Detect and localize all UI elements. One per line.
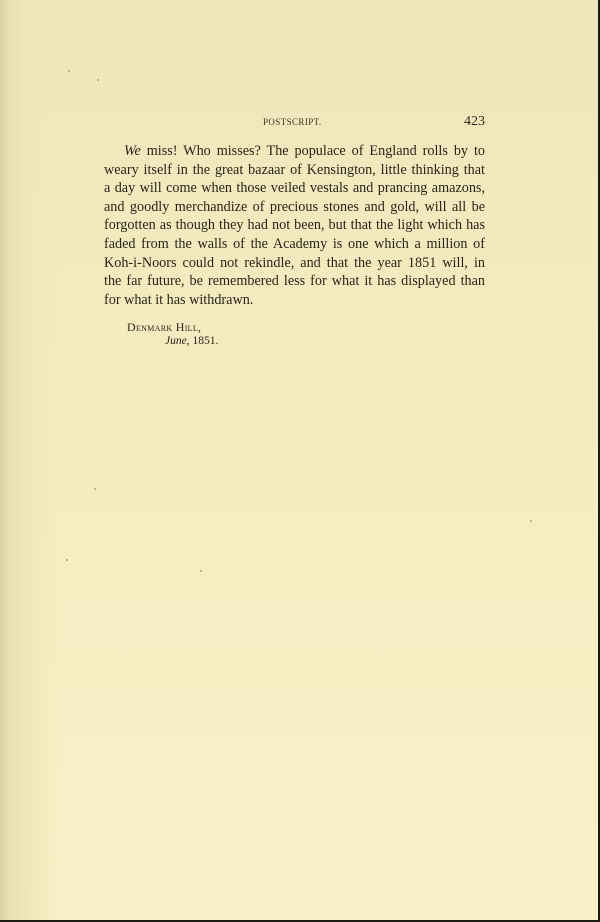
running-head: [101, 116, 485, 132]
signoff-place: Denmark Hill,: [127, 320, 202, 334]
paper-speck: [97, 79, 99, 81]
paper-speck: [200, 570, 202, 572]
text-line: Koh-i-Noors could not rekindle, and that the year 1851 will, in: [104, 254, 485, 271]
paper-speck: [530, 520, 532, 522]
text-line: and goodly merchandize of precious stones and gold, will all be: [104, 198, 485, 215]
text-line: a day will come when those veiled vestals and prancing amazons,: [104, 180, 485, 197]
italic-lead: We: [124, 143, 141, 159]
text-line: weary itself in the great bazaar of Kensington, little thinking that: [104, 161, 485, 178]
signoff-year: , 1851.: [186, 335, 219, 347]
signoff-month: June: [165, 335, 187, 347]
paper-speck: [66, 559, 68, 561]
text-line: for what it has withdrawn.: [104, 291, 254, 308]
signoff-date: [127, 334, 218, 348]
text-line: We miss! Who misses? The populace of England rolls by to: [124, 143, 485, 159]
signoff: [127, 320, 218, 348]
paper-speck: [68, 70, 70, 72]
text-line: faded from the walls of the Academy is one which a million of: [104, 235, 485, 252]
body-paragraph: [104, 142, 485, 309]
running-title: POSTSCRIPT.: [263, 117, 322, 127]
text-line: the far future, be remembered less for what it has displayed than: [104, 273, 485, 290]
page-number: 423: [464, 114, 485, 129]
paper-speck: [94, 488, 96, 490]
text-line: forgotten as though they had not been, but that the light which has: [104, 217, 485, 234]
